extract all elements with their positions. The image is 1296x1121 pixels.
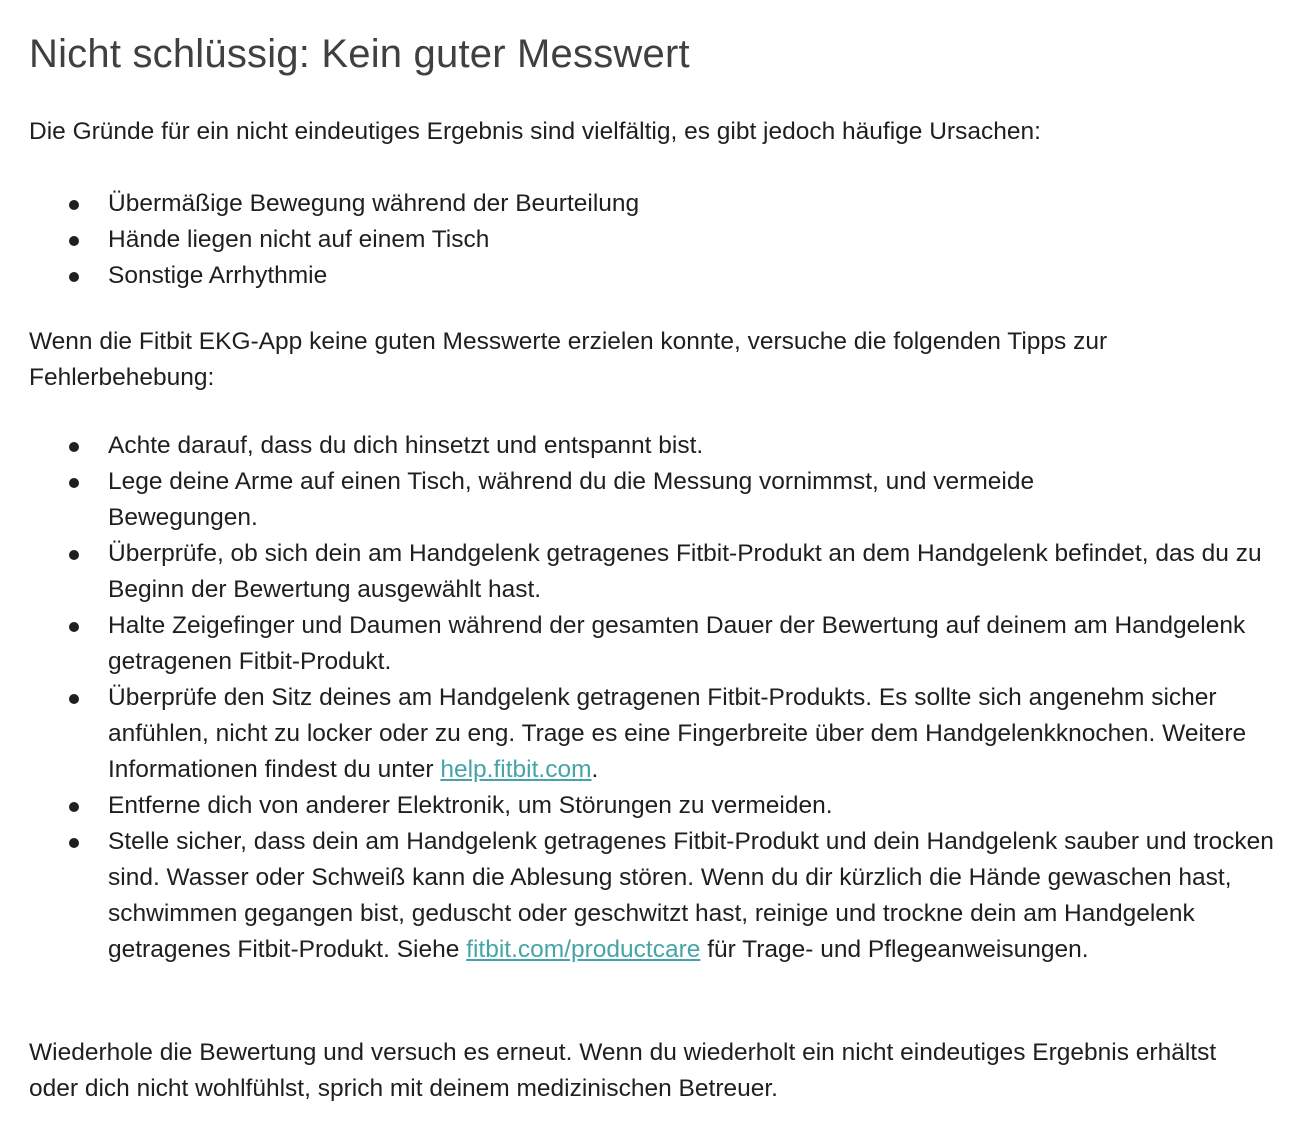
- tips-list: [29, 428, 1279, 968]
- bullet-icon: [69, 802, 79, 812]
- closing-paragraph: Wiederhole die Bewertung und versuch es erneut. Wenn du wiederholt ein nicht eindeutiges Ergebnis erhältst oder dich nicht wohlfühlst, sprich mit deinem medizinischen Betreuer.: [29, 1039, 1217, 1102]
- bullet-icon: [69, 838, 79, 848]
- list-item: Überprüfe, ob sich dein am Handgelenk getragenes Fitbit-Produkt an dem Handgelenk befindet, das du zu Beginn der Bewertung ausgewählt hast.: [29, 536, 1278, 608]
- productcare-link[interactable]: fitbit.com/productcare: [466, 936, 701, 963]
- page-title: Nicht schlüssig: Kein guter Messwert: [29, 32, 690, 76]
- bullet-icon: [69, 236, 79, 246]
- bullet-icon: [69, 442, 79, 452]
- list-item: Übermäßige Bewegung während der Beurteilung: [29, 186, 1279, 222]
- bullet-icon: [69, 272, 79, 282]
- list-item: Lege deine Arme auf einen Tisch, während du die Messung vornimmst, und vermeide Bewegungen.: [29, 464, 1178, 536]
- tips-intro-paragraph: Wenn die Fitbit EKG-App keine guten Messwerte erzielen konnte, versuche die folgenden Tipps zur Fehlerbehebung:: [29, 328, 1108, 391]
- list-item: Entferne dich von anderer Elektronik, um Störungen zu vermeiden.: [29, 788, 1279, 824]
- list-item: Hände liegen nicht auf einem Tisch: [29, 222, 1279, 258]
- bullet-icon: [69, 200, 79, 210]
- causes-list: [29, 186, 1279, 294]
- bullet-icon: [69, 550, 79, 560]
- bullet-icon: [69, 478, 79, 488]
- list-item: Achte darauf, dass du dich hinsetzt und entspannt bist.: [29, 428, 1279, 464]
- list-item: Überprüfe den Sitz deines am Handgelenk getragenen Fitbit-Produkts. Es sollte sich angenehm sicher anfühlen, nicht zu locker oder zu eng. Trage es eine Fingerbreite über dem Handgelenkknochen. Weitere Informationen findest du unter help.fitbit.com.: [29, 680, 1278, 788]
- list-item: Stelle sicher, dass dein am Handgelenk getragenes Fitbit-Produkt und dein Handgelenk sauber und trocken sind. Wasser oder Schweiß kann die Ablesung stören. Wenn du dir kürzlich die Hände gewaschen hast, schwimmen gegangen bist, geduscht oder geschwitzt hast, reinige und trockne dein am Handgelenk getragenes Fitbit-Produkt. Siehe fitbit.com/productcare für Trage- und Pflegeanweisungen.: [29, 824, 1283, 968]
- bullet-icon: [69, 694, 79, 704]
- help-fitbit-link[interactable]: help.fitbit.com: [440, 756, 592, 783]
- list-item: Sonstige Arrhythmie: [29, 258, 1279, 294]
- bullet-icon: [69, 622, 79, 632]
- intro-paragraph: Die Gründe für ein nicht eindeutiges Ergebnis sind vielfältig, es gibt jedoch häufige Ursachen:: [29, 118, 1041, 145]
- list-item: Halte Zeigefinger und Daumen während der gesamten Dauer der Bewertung auf deinem am Handgelenk getragenen Fitbit-Produkt.: [29, 608, 1278, 680]
